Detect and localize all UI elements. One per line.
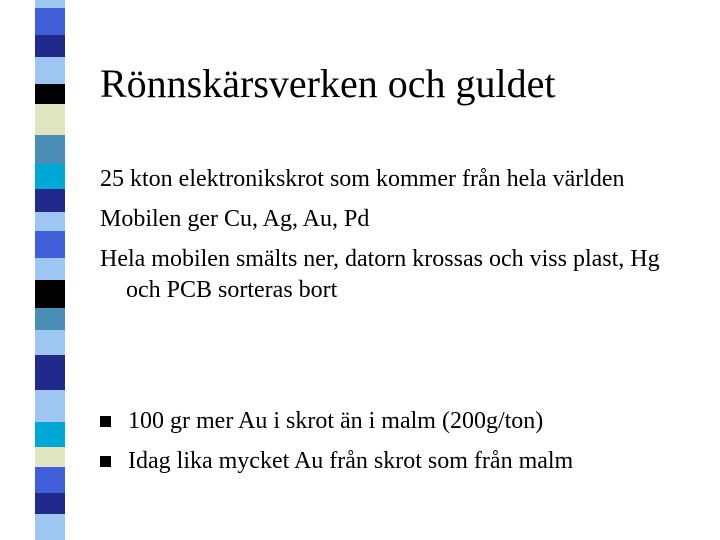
strip-block	[35, 330, 65, 355]
strip-block	[35, 355, 65, 390]
bullet-text: Idag lika mycket Au från skrot som från malm	[128, 448, 574, 474]
strip-block	[35, 189, 65, 212]
strip-block	[35, 104, 65, 135]
slide-body	[100, 164, 700, 315]
bullet-item	[100, 406, 573, 437]
strip-block	[35, 447, 65, 467]
bullet-item	[100, 446, 573, 477]
body-paragraph: Hela mobilen smälts ner, datorn krossas och viss plast, Hg och PCB sorteras bort	[100, 246, 660, 303]
body-paragraph: Mobilen ger Cu, Ag, Au, Pd	[100, 206, 370, 232]
strip-block	[35, 280, 65, 308]
strip-block	[35, 308, 65, 330]
strip-block	[35, 258, 65, 280]
strip-block	[35, 8, 65, 35]
strip-block	[35, 35, 65, 57]
strip-block	[35, 467, 65, 493]
strip-block	[35, 422, 65, 447]
strip-block	[35, 231, 65, 258]
strip-block	[35, 514, 65, 540]
strip-block	[35, 57, 65, 84]
slide-title: Rönnskärsverken och guldet	[100, 61, 556, 106]
strip-block	[35, 0, 65, 8]
strip-block	[35, 493, 65, 514]
square-bullet-icon	[100, 456, 111, 467]
decorative-color-strip	[35, 0, 65, 540]
strip-block	[35, 164, 65, 189]
bullet-list	[100, 406, 573, 486]
strip-block	[35, 135, 65, 164]
bullet-text: 100 gr mer Au i skrot än i malm (200g/ton)	[128, 408, 544, 434]
strip-block	[35, 390, 65, 422]
square-bullet-icon	[100, 416, 111, 427]
body-paragraph: 25 kton elektronikskrot som kommer från hela världen	[100, 166, 625, 192]
strip-block	[35, 212, 65, 231]
strip-block	[35, 84, 65, 104]
